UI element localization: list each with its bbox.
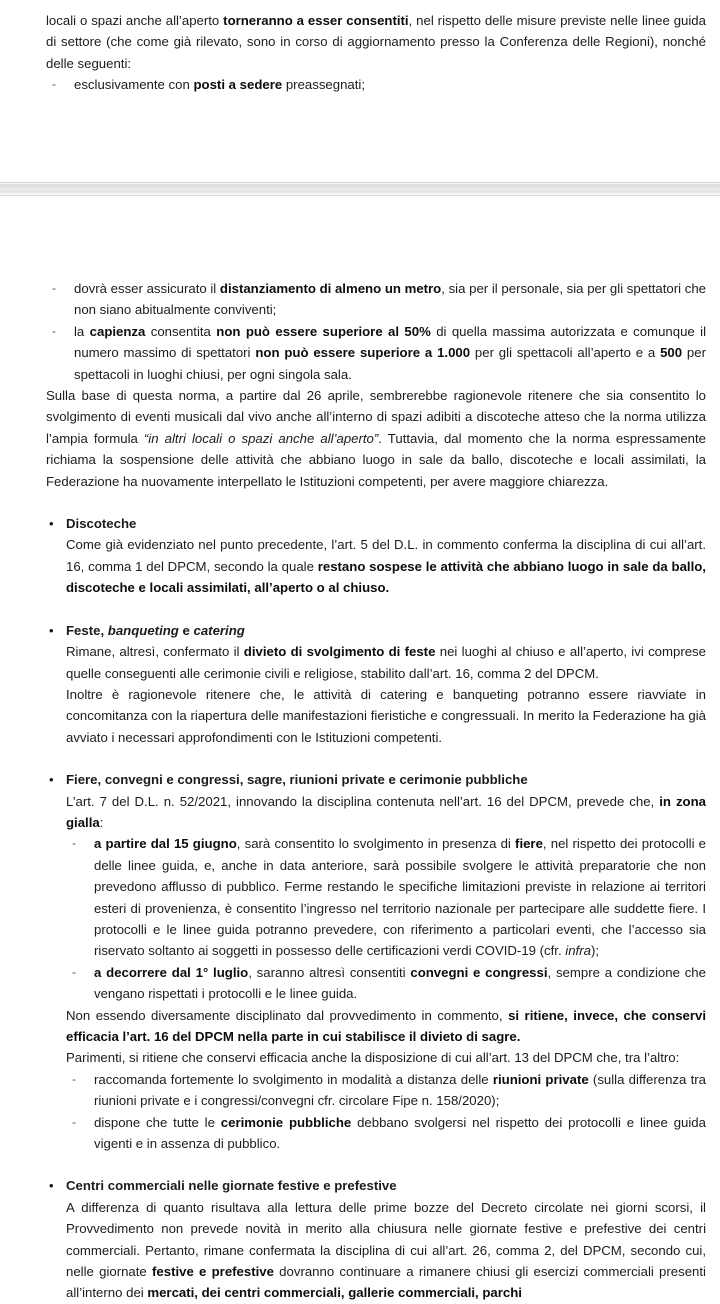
- spacer: [46, 1154, 706, 1175]
- text-run: , sia per il personale, sia per gli spettatori che non siano abitualmente conviventi;: [74, 281, 706, 318]
- text-run-bold: distanziamento di almeno un metro: [219, 281, 442, 296]
- section-heading: • Fiere, convegni e congressi, sagre, riunioni private e cerimonie pubbliche: [66, 772, 528, 788]
- section-heading: • Discoteche: [66, 516, 137, 532]
- list-item: [66, 1112, 706, 1155]
- section-fiere-convegni-congressi: [46, 769, 706, 1154]
- paragraph: [66, 641, 706, 684]
- section-heading: [66, 620, 706, 641]
- text-run: raccomanda fortemente lo svolgimento in modalità a distanza delle: [94, 1071, 493, 1087]
- spacer: [46, 492, 706, 513]
- text-run: dovrà esser assicurato il: [74, 281, 220, 296]
- list-item: [46, 620, 706, 748]
- text-run: dispone che tutte le: [94, 1114, 221, 1130]
- document-page-current: [0, 196, 720, 1301]
- text-run: per gli spettacoli all’aperto e a: [470, 345, 661, 361]
- text-run: :: [99, 814, 104, 830]
- list-item: [46, 769, 706, 1154]
- heading-part-italic: banqueting: [107, 622, 179, 638]
- section-discoteche: [46, 513, 706, 599]
- section-heading: • Centri commerciali nelle giornate festive e prefestive: [66, 1178, 397, 1194]
- dash-list-fiere: [66, 833, 706, 1004]
- text-run-bold: si ritiene, invece, che conservi efficacia l’art. 16 del DPCM nella parte in cui stabilisce il divieto di sagre.: [66, 1007, 706, 1044]
- list-item: [46, 321, 706, 385]
- paragraph-non-essendo: [66, 1005, 706, 1048]
- paragraph: [66, 1197, 706, 1304]
- text-run: consentita: [145, 323, 217, 339]
- text-run: A differenza di quanto risultava alla lettura delle prime bozze del Decreto circolate nei giorni scorsi, il Provvedimento non prevede novità in merito alla chiusura nelle giornate festive e prefestive dei centri commerciali. Pertanto, rimane confermata la disciplina di cui all’art. 26, comma 2, del DPCM, secondo cui, nelle giornate: [66, 1199, 706, 1280]
- text-run: Sulla base di questa norma, a partire dal 26 aprile, sembrerebbe ragionevole ritenere che sia consentito lo svolgimento di eventi musicali dal vivo anche all’interno di spazi adibiti a discoteche atteso che la norma utilizza l’ampia formula: [46, 388, 706, 446]
- paragraph-sulla-base-norma: [46, 385, 706, 492]
- text-run-italic: “in altri locali o spazi anche all’aperto”: [143, 430, 379, 446]
- text-run: per spettacoli in luoghi chiusi, per ogni singola sala.: [74, 345, 706, 382]
- section-centri-commerciali: [46, 1175, 706, 1303]
- paragraph: Inoltre è ragionevole ritenere che, le attività di catering e banqueting potranno essere riavviate in concomitanza con la riapertura delle manifestazioni fieristiche e congressuali. In merito la Federazione ha già avviato i necessari approfondimenti con le Istituzioni competenti.: [66, 686, 706, 745]
- text-run: locali o spazi anche all’aperto: [46, 13, 224, 28]
- spacer: [46, 748, 706, 769]
- text-run: L’art. 7 del D.L. n. 52/2021, innovando la disciplina contenuta nell’art. 16 del DPCM, prevede che,: [66, 793, 660, 809]
- text-run-bold: in zona gialla: [66, 793, 706, 830]
- text-run-bold: torneranno a esser consentiti: [223, 13, 409, 28]
- text-run: preassegnati;: [282, 77, 366, 93]
- text-run-bold: non può essere superiore al 50%: [216, 323, 431, 339]
- text-run: la: [74, 323, 90, 339]
- text-run: esclusivamente con: [74, 77, 194, 93]
- document-page-previous: [0, 0, 720, 182]
- text-run-bold: divieto di svolgimento di feste: [243, 644, 436, 660]
- text-run-bold: convegni e congressi: [410, 964, 548, 980]
- text-run: debbano svolgersi nel rispetto dei protocolli e linee guida vigenti e in assenza di pubblico.: [94, 1114, 706, 1152]
- heading-part-italic: catering: [193, 622, 245, 638]
- text-run: Come già evidenziato nel punto precedente, l’art. 5 del D.L. in commento conferma la disciplina di cui all’art. 16, comma 1 del DPCM, secondo la quale: [66, 537, 706, 574]
- text-run-bold: posti a sedere: [193, 77, 283, 93]
- text-run: (sulla differenza tra riunioni private e i congressi/convegni cfr. circolare Fipe n. 158/2020);: [94, 1071, 706, 1109]
- text-run-bold: 500: [660, 345, 683, 361]
- page-top-text-block: [46, 10, 706, 96]
- dash-list-posti-sedere: [46, 74, 706, 95]
- text-run: di quella massima autorizzata e comunque il numero massimo di spettatori: [74, 323, 706, 361]
- text-run: , sempre a condizione che vengano rispettati i protocolli e le linee guida.: [94, 964, 706, 1002]
- heading-part: Feste,: [66, 622, 108, 638]
- page-break-separator: [0, 182, 720, 196]
- list-item: [46, 278, 706, 321]
- section-feste-banqueting-catering: [46, 620, 706, 748]
- paragraph-intro: [66, 791, 706, 834]
- text-run-bold: riunioni private: [492, 1071, 589, 1087]
- dash-list-condizioni-spettacoli: [46, 278, 706, 385]
- text-run-bold: restano sospese le attività che abbiano luogo in sale da ballo, discoteche e locali assimilati, all’aperto o al chiuso.: [66, 558, 706, 596]
- heading-part: e: [178, 622, 194, 638]
- text-run: , saranno altresì consentiti: [248, 964, 411, 980]
- text-run: dovranno continuare a rimanere chiusi gli esercizi commerciali presenti all’interno dei: [66, 1264, 706, 1301]
- text-run: nei luoghi al chiuso e all’aperto, ivi comprese quelle conseguenti alle cerimonie civili e religiose, stabilito dall’art. 16, comma 2 del DPCM.: [66, 644, 706, 681]
- text-run-bold: cerimonie pubbliche: [220, 1114, 352, 1130]
- text-run: , nel rispetto dei protocolli e delle linee guida, e, anche in data anteriore, sarà possibile svolgere le attività preparatorie che non prevedono afflusso di pubblico. Ferme restando le specifiche limitazioni previste in relazione ai territori esteri di provenienza, è consentito l’ingresso nel territorio nazionale per partecipare alle suddette fiere. I protocolli e le linee guida potranno prevedere, con riferimento a particolari eventi, che l’accesso sia riservato soltanto ai soggetti in possesso delle certificazioni verdi COVID-19 (cfr.: [94, 836, 707, 959]
- page-bottom-text-block: [46, 278, 706, 1304]
- paragraph: [66, 534, 706, 598]
- paragraph-parimenti: Parimenti, si ritiene che conservi efficacia anche la disposizione di cui all’art. 13 del DPCM che, tra l’altro:: [66, 1050, 680, 1066]
- text-run-bold: mercati, dei centri commerciali, gallerie commerciali, parchi: [147, 1285, 522, 1301]
- dash-list-riunioni-cerimonie: [66, 1069, 706, 1155]
- spacer: [46, 599, 706, 620]
- text-run-italic: infra: [565, 943, 591, 959]
- paragraph-continuation: [46, 10, 706, 74]
- text-run: Non essendo diversamente disciplinato dal provvedimento in commento,: [66, 1007, 509, 1023]
- list-item: [66, 962, 706, 1005]
- text-run: );: [590, 943, 600, 959]
- text-run-bold: festive e prefestive: [152, 1264, 274, 1280]
- text-run: , nel rispetto delle misure previste nelle linee guida di settore (che come già rilevato, sono in corso di aggiornamento presso la Conferenza delle Regioni), nonché delle seguenti:: [46, 13, 706, 71]
- text-run-bold: a partire dal 15 giugno: [94, 836, 237, 852]
- text-run-bold: a decorrere dal 1° luglio: [94, 964, 249, 980]
- text-run: , sarà consentito lo svolgimento in presenza di: [236, 836, 516, 852]
- list-item: [46, 513, 706, 599]
- list-item: [66, 833, 706, 961]
- list-item: [66, 1069, 706, 1112]
- list-item: [46, 1175, 706, 1303]
- text-run: Rimane, altresì, confermato il: [66, 644, 244, 660]
- text-run-bold: non può essere superiore a 1.000: [255, 345, 471, 361]
- list-item: [46, 74, 706, 95]
- text-run-bold: capienza: [89, 323, 146, 339]
- text-run-bold: fiere: [515, 836, 543, 852]
- text-run: . Tuttavia, dal momento che la norma espressamente richiama la sospensione delle attività che abbiano luogo in sale da ballo, discoteche e locali assimilati, la Federazione ha nuovamente interpellato le Istituzioni competenti, per avere maggiore chiarezza.: [46, 430, 706, 489]
